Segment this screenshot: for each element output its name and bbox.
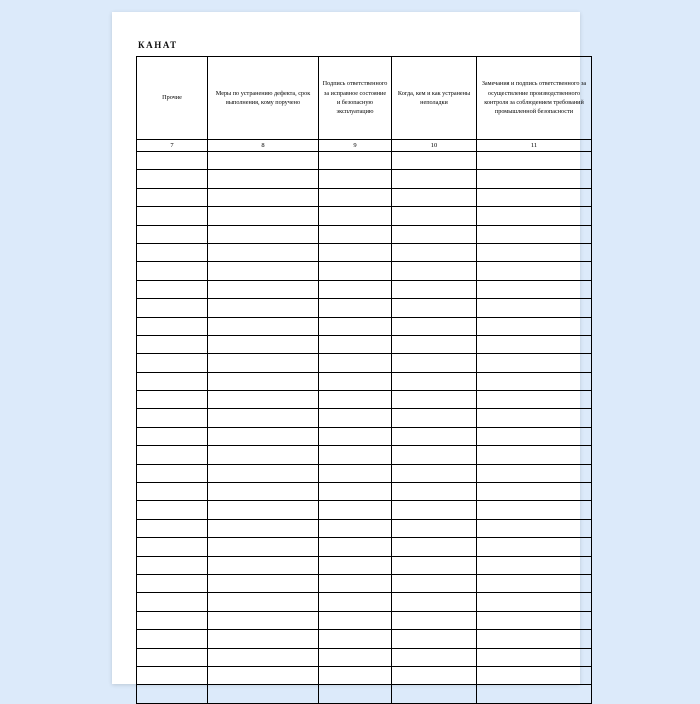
table-cell [137,391,208,409]
table-cell [137,685,208,703]
table-cell [477,280,592,298]
table-cell [392,556,477,574]
table-cell [137,152,208,170]
table-cell [137,243,208,261]
table-cell [392,483,477,501]
column-number-11: 11 [477,140,592,152]
table-cell [208,593,319,611]
table-row [137,409,592,427]
table-header-row [137,57,592,140]
table-cell [137,648,208,666]
column-number-9: 9 [319,140,392,152]
table-row [137,152,592,170]
table-cell [319,427,392,445]
column-number-10: 10 [392,140,477,152]
table-cell [137,574,208,592]
table-cell [208,556,319,574]
table-cell [208,409,319,427]
table-cell [137,666,208,684]
table-cell [208,483,319,501]
table-row [137,648,592,666]
table-row [137,611,592,629]
table-row [137,299,592,317]
table-cell [137,483,208,501]
table-cell [208,243,319,261]
table-row [137,593,592,611]
table-cell [477,188,592,206]
table-cell [477,666,592,684]
table-cell [392,630,477,648]
table-header [137,57,592,152]
table-cell [392,611,477,629]
table-cell [319,666,392,684]
table-cell [392,501,477,519]
table-cell [137,464,208,482]
table-cell [319,611,392,629]
table-cell [477,593,592,611]
table-row [137,335,592,353]
table-cell [477,611,592,629]
table-cell [392,225,477,243]
table-cell [392,152,477,170]
table-cell [319,299,392,317]
table-cell [208,280,319,298]
table-cell [208,335,319,353]
table-cell [319,225,392,243]
table-cell [137,188,208,206]
table-cell [137,354,208,372]
table-cell [392,391,477,409]
table-cell [137,556,208,574]
table-cell [477,427,592,445]
table-cell [319,188,392,206]
table-row [137,685,592,703]
table-cell [137,225,208,243]
table-cell [319,207,392,225]
table-body [137,152,592,704]
table-cell [319,556,392,574]
table-cell [208,630,319,648]
table-cell [319,519,392,537]
table-cell [477,501,592,519]
table-cell [319,464,392,482]
table-cell [319,593,392,611]
table-cell [477,574,592,592]
table-cell [477,409,592,427]
table-cell [319,391,392,409]
table-cell [392,354,477,372]
table-cell [392,317,477,335]
table-cell [319,280,392,298]
table-cell [392,538,477,556]
table-cell [319,152,392,170]
table-cell [392,170,477,188]
table-cell [392,280,477,298]
column-header-measures: Меры по устранению дефекта, срок выполнения, кому поручено [208,57,319,140]
table-cell [208,501,319,519]
table-cell [477,335,592,353]
table-cell [477,685,592,703]
document-page [112,12,587,684]
table-cell [392,335,477,353]
table-cell [319,170,392,188]
table-cell [208,446,319,464]
table-cell [477,483,592,501]
table-row [137,354,592,372]
table-cell [137,207,208,225]
table-cell [208,391,319,409]
table-cell [208,188,319,206]
column-header-other: Прочие [137,57,208,140]
table-cell [208,372,319,390]
table-cell [137,335,208,353]
table-cell [208,427,319,445]
table-cell [208,648,319,666]
table-cell [477,630,592,648]
table-cell [477,538,592,556]
table-cell [208,574,319,592]
table-cell [137,538,208,556]
table-cell [208,538,319,556]
table-cell [208,464,319,482]
table-cell [477,317,592,335]
table-cell [477,556,592,574]
table-cell [137,262,208,280]
table-cell [319,372,392,390]
table-cell [319,446,392,464]
table-cell [137,519,208,537]
table-cell [208,299,319,317]
table-row [137,372,592,390]
table-row [137,501,592,519]
table-cell [477,391,592,409]
table-cell [392,188,477,206]
table-cell [137,170,208,188]
table-cell [208,611,319,629]
table-cell [392,299,477,317]
table-cell [319,685,392,703]
table-cell [477,207,592,225]
table-row [137,262,592,280]
table-row [137,207,592,225]
table-cell [477,152,592,170]
table-row [137,427,592,445]
table-cell [208,225,319,243]
table-cell [392,519,477,537]
table-cell [319,409,392,427]
table-cell [477,648,592,666]
table-cell [392,409,477,427]
table-cell [208,354,319,372]
table-row [137,391,592,409]
table-cell [392,243,477,261]
table-cell [319,538,392,556]
table-cell [208,152,319,170]
table-cell [208,519,319,537]
table-cell [392,648,477,666]
table-cell [477,446,592,464]
table-cell [392,207,477,225]
table-cell [477,299,592,317]
table-cell [319,574,392,592]
table-cell [477,262,592,280]
table-cell [392,666,477,684]
table-row [137,170,592,188]
table-cell [137,317,208,335]
table-row [137,464,592,482]
table-cell [392,446,477,464]
table-cell [477,372,592,390]
table-cell [319,630,392,648]
table-cell [137,611,208,629]
table-cell [392,685,477,703]
table-cell [392,464,477,482]
table-cell [392,574,477,592]
table-cell [392,593,477,611]
table-cell [137,630,208,648]
table-row [137,243,592,261]
table-cell [319,335,392,353]
table-cell [319,648,392,666]
table-cell [319,317,392,335]
table-row [137,225,592,243]
table-cell [319,501,392,519]
table-cell [137,427,208,445]
table-cell [208,685,319,703]
table-cell [319,483,392,501]
table-cell [477,464,592,482]
table-row [137,556,592,574]
table-cell [392,372,477,390]
column-number-8: 8 [208,140,319,152]
table-row [137,317,592,335]
table-cell [137,409,208,427]
table-row [137,574,592,592]
table-cell [477,519,592,537]
table-row [137,280,592,298]
table-cell [208,170,319,188]
table-cell [208,317,319,335]
table-row [137,538,592,556]
table-cell [208,207,319,225]
table-cell [137,372,208,390]
column-header-remarks-control: Замечания и подпись ответственного за осуществление производственного контроля за соблюдением требований промышленной безопасности [477,57,592,140]
table-cell [208,262,319,280]
table-cell [477,354,592,372]
table-cell [477,243,592,261]
table-cell [319,354,392,372]
table-row [137,188,592,206]
table-cell [477,225,592,243]
table-row [137,519,592,537]
table-cell [477,170,592,188]
table-row [137,630,592,648]
table-cell [392,262,477,280]
column-number-row [137,140,592,152]
table-row [137,666,592,684]
column-header-signature-responsible: Подпись ответственного за исправное состояние и безопасную эксплуатацию [319,57,392,140]
table-cell [319,262,392,280]
document-sheet [136,40,587,704]
table-cell [319,243,392,261]
table-cell [137,501,208,519]
column-number-7: 7 [137,140,208,152]
table-cell [137,446,208,464]
page-title: КАНАТ [138,40,178,50]
column-header-when-who-fixed: Когда, кем и как устранены неполадки [392,57,477,140]
table-cell [392,427,477,445]
table-cell [137,593,208,611]
table-cell [137,280,208,298]
table-cell [137,299,208,317]
table-row [137,446,592,464]
table-cell [208,666,319,684]
log-table [136,56,592,704]
table-row [137,483,592,501]
